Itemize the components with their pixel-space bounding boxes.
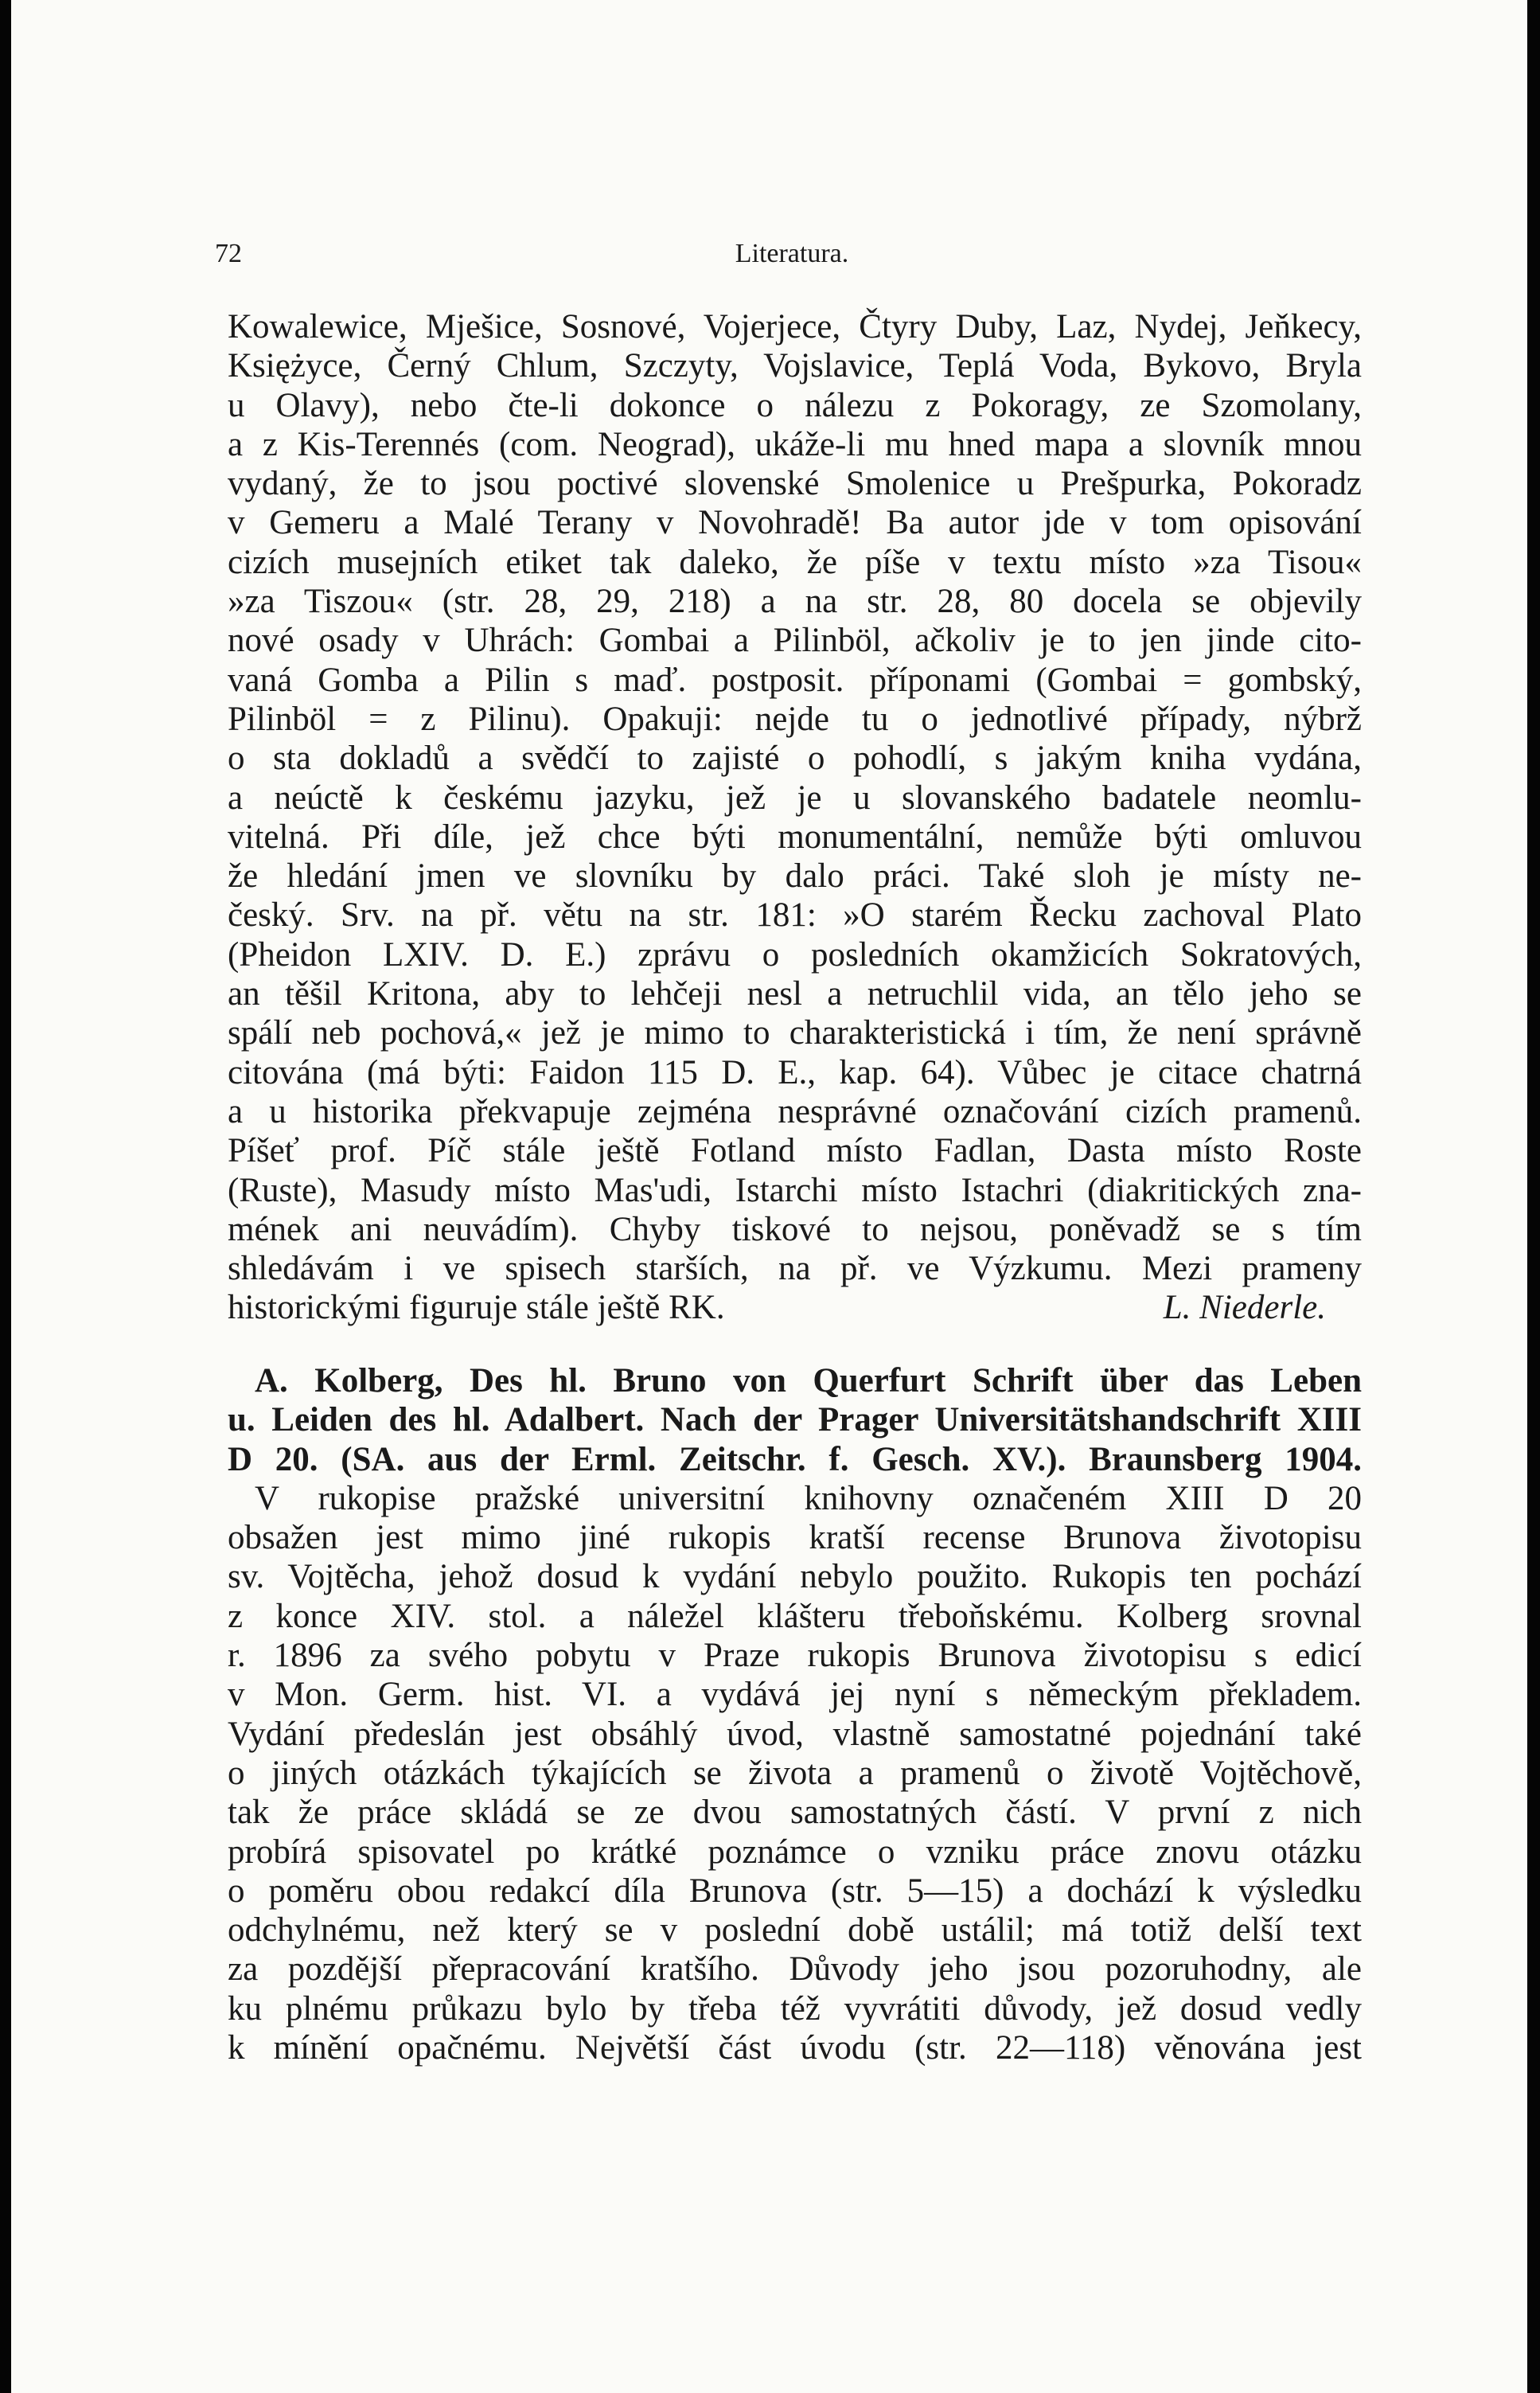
text-line: Pilinböl = z Pilinu). Opakuji: nejde tu o jednotlivé případy, nýbrž [228, 700, 1362, 738]
review-title-line: A. Kolberg, Des hl. Bruno von Querfurt Schrift über das Leben [255, 1362, 1362, 1399]
text-line: citována (má býti: Faidon 115 D. E., kap. 64). Vůbec je citace chatrná [228, 1053, 1362, 1091]
text-line: Księżyce, Černý Chlum, Szczyty, Vojslavice, Teplá Voda, Bykovo, Bryla [228, 347, 1362, 385]
text-line: Kowalewice, Mješice, Sosnové, Vojerjece, Čtyry Duby, Laz, Nydej, Jeňkecy, [228, 308, 1362, 345]
text-line: za pozdější přepracování kratšího. Důvody jeho jsou pozoruhodny, ale [228, 1950, 1362, 1989]
text-line: shledávám i ve spisech starších, na př. ve Výzkumu. Mezi prameny [228, 1250, 1362, 1288]
text-line: »za Tiszou« (str. 28, 29, 218) a na str. 28, 80 docela se objevily [228, 583, 1362, 621]
text-line: (Pheidon LXIV. D. E.) zprávu o posledních okamžicích Sokratových, [228, 935, 1362, 974]
page-number: 72 [215, 239, 242, 268]
scan-border-left [0, 0, 11, 2393]
text-line: nové osady v Uhrách: Gombai a Pilinböl, ačkoliv je to jen jinde cito- [228, 622, 1362, 660]
text-line: k mínění opačnému. Největší část úvodu (str. 22—118) věnována jest [228, 2029, 1362, 2067]
text-line: obsažen jest mimo jiné rukopis kratší recense Brunova životopisu [228, 1519, 1362, 1557]
text-line: v Mon. Germ. hist. VI. a vydává jej nyní s německým překladem. [228, 1676, 1362, 1714]
text-line: český. Srv. na př. větu na str. 181: »O starém Řecku zachoval Plato [228, 896, 1362, 935]
text-line: a u historika překvapuje zejména nesprávné označování cizích pramenů. [228, 1092, 1362, 1130]
review-niederle [228, 307, 1362, 1328]
text-line: Píšeť prof. Píč stále ještě Fotland místo Fadlan, Dasta místo Roste [228, 1132, 1362, 1170]
author-signature: L. Niederle. [1163, 1289, 1326, 1327]
text-line: o poměru obou redakcí díla Brunova (str. 5—15) a dochází k výsledku [228, 1872, 1362, 1910]
scan-border-right [1527, 0, 1540, 2393]
text-line: o sta dokladů a svědčí to zajisté o pohodlí, s jakým kniha vydána, [228, 740, 1362, 778]
text-line: mének ani neuvádím). Chyby tiskové to nejsou, poněvadž se s tím [228, 1210, 1362, 1248]
text-line: cizích musejních etiket tak daleko, že píše v textu místo »za Tisou« [228, 543, 1362, 581]
review-kolberg [228, 1361, 1362, 2067]
review-title-line: D 20. (SA. aus der Erml. Zeitschr. f. Gesch. XV.). Braunsberg 1904. [228, 1440, 1362, 1478]
text-line: odchylnému, než který se v poslední době ustálil; má totiž delší text [228, 1911, 1362, 1950]
text-line: (Ruste), Masudy místo Mas'udi, Istarchi místo Istachri (diakritických zna- [228, 1171, 1362, 1209]
review-title-line: u. Leiden des hl. Adalbert. Nach der Prager Universitätshandschrift XIII [228, 1401, 1362, 1439]
text-line: z konce XIV. stol. a náležel klášteru třeboňskému. Kolberg srovnal [228, 1597, 1362, 1635]
text-line: a neúctě k českému jazyku, jež je u slovanského badatele neomlu- [228, 779, 1362, 817]
text-line: Vydání předeslán jest obsáhlý úvod, vlastně samostatné pojednání také [228, 1715, 1362, 1753]
text-line: o jiných otázkách týkajících se života a pramenů o životě Vojtěchově, [228, 1754, 1362, 1792]
text-line: an těšil Kritona, aby to lehčeji nesl a netruchlil vida, an tělo jeho se [228, 975, 1362, 1013]
text-line: sv. Vojtěcha, jehož dosud k vydání nebylo použito. Rukopis ten pochází [228, 1558, 1362, 1596]
text-line: vaná Gomba a Pilin s maď. postposit. příponami (Gombai = gombský, [228, 661, 1362, 699]
text-line: že hledání jmen ve slovníku by dalo práci. Také sloh je místy ne- [228, 857, 1362, 896]
text-line: u Olavy), nebo čte-li dokonce o nálezu z Pokoragy, ze Szomolany, [228, 386, 1362, 424]
page-header [215, 239, 1369, 279]
text-line: probírá spisovatel po krátké poznámce o vzniku práce znovu otázku [228, 1833, 1362, 1871]
text-line: a z Kis-Terennés (com. Neograd), ukáže-li mu hned mapa a slovník mnou [228, 425, 1362, 463]
text-line: spálí neb pochová,« jež je mimo to charakteristická i tím, že není správně [228, 1014, 1362, 1052]
text-line: r. 1896 za svého pobytu v Praze rukopis Brunova životopisu s edicí [228, 1637, 1362, 1675]
text-line: vitelná. Při díle, jež chce býti monumentální, nemůže býti omluvou [228, 818, 1362, 856]
text-line: historickými figuruje stále ještě RK. [228, 1289, 725, 1327]
text-line: tak že práce skládá se ze dvou samostatných částí. V první z nich [228, 1794, 1362, 1832]
text-line: v Gemeru a Malé Terany v Novohradě! Ba autor jde v tom opisování [228, 504, 1362, 542]
text-line: ku plnému průkazu bylo by třeba též vyvrátiti důvody, jež dosud vedly [228, 1989, 1362, 2028]
text-line: V rukopise pražské universitní knihovny označeném XIII D 20 [255, 1479, 1362, 1517]
text-line: vydaný, že to jsou poctivé slovenské Smolenice u Prešpurka, Pokoradz [228, 465, 1362, 503]
running-head: Literatura. [735, 239, 849, 268]
closing-line [228, 1288, 1362, 1327]
